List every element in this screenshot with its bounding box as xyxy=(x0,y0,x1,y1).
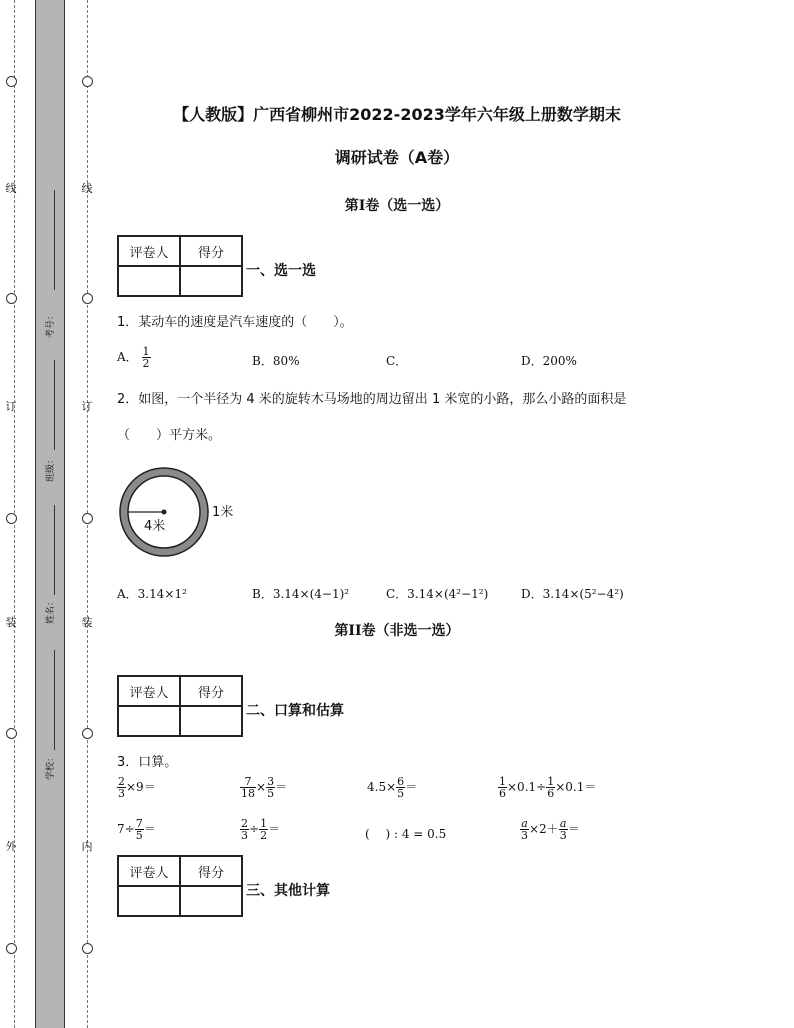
calc-item-2: $\frac{7}{18}$ × $\frac{3}{5}$ ＝ xyxy=(241,775,288,800)
score-cell xyxy=(180,886,242,916)
question-2-line2: （ ）平方米。 xyxy=(117,428,222,443)
binding-hole xyxy=(6,513,17,524)
question-1: 1．某动车的速度是汽车速度的（ ）。 xyxy=(117,315,353,330)
carousel-ring-figure xyxy=(116,466,246,562)
inner-char-ding: 订 xyxy=(81,400,93,413)
calc-item-8: $\frac{a}{3}$ ×2＋ $\frac{a}{3}$ ＝ xyxy=(521,817,580,842)
q1-option-a-label: A． xyxy=(117,350,138,364)
outer-char-wai: 外 xyxy=(5,840,17,853)
grader-header: 评卷人 xyxy=(118,236,180,266)
score-cell xyxy=(180,266,242,296)
calc-item-4: $\frac{1}{6}$ ×0.1÷ $\frac{1}{6}$ ×0.1＝ xyxy=(499,775,597,800)
calc-item-3: 4.5× $\frac{6}{5}$ ＝ xyxy=(367,775,418,800)
grader-header: 评卷人 xyxy=(118,676,180,706)
inner-char-nei: 内 xyxy=(81,840,93,853)
doc-title-line1: 【人教版】广西省柳州市2022-2023学年六年级上册数学期末 xyxy=(173,105,621,124)
binding-hole xyxy=(82,943,93,954)
grader-header: 评卷人 xyxy=(118,856,180,886)
outer-char-xian: 线 xyxy=(5,182,17,195)
grader-cell xyxy=(118,266,180,296)
q1-option-a xyxy=(117,346,151,369)
school-label: 学校： xyxy=(46,752,57,781)
volume1-heading: 第I卷（选一选） xyxy=(344,198,450,214)
score-table-3 xyxy=(117,855,243,917)
part1-title: 一、选一选 xyxy=(246,263,316,279)
calc-item-7: ( ) : 4 = 0.5 xyxy=(365,827,447,841)
exam-number-label: 考号： xyxy=(46,310,57,339)
part2-title: 二、口算和估算 xyxy=(246,703,344,719)
q2-option-d: D．3.14×(5²−4²) xyxy=(521,587,624,601)
name-line xyxy=(54,505,55,595)
doc-title-line2: 调研试卷（A卷） xyxy=(334,148,460,167)
binding-hole xyxy=(82,513,93,524)
score-header: 得分 xyxy=(180,856,242,886)
class-label: 班级： xyxy=(46,454,57,483)
calc-item-5: 7÷ $\frac{7}{5}$ ＝ xyxy=(117,817,156,842)
path-width-label: 1米 xyxy=(212,505,234,520)
q1-option-c: C． xyxy=(386,354,408,368)
question-3: 3．口算。 xyxy=(117,755,178,770)
outer-char-ding: 订 xyxy=(5,400,17,413)
school-line xyxy=(54,650,55,750)
score-header: 得分 xyxy=(180,676,242,706)
volume2-heading: 第II卷（非选一选） xyxy=(334,623,460,639)
calc-item-6: $\frac{2}{3}$ ÷ $\frac{1}{2}$ ＝ xyxy=(241,817,281,842)
q1-option-b: B．80% xyxy=(252,354,300,368)
radius-label: 4米 xyxy=(144,519,166,534)
outer-char-zhuang: 装 xyxy=(5,616,17,629)
q2-option-c: C．3.14×(4²−1²) xyxy=(386,587,489,601)
score-cell xyxy=(180,706,242,736)
name-label: 姓名： xyxy=(46,596,57,625)
inner-char-zhuang: 装 xyxy=(81,616,93,629)
binding-hole xyxy=(6,728,17,739)
score-header: 得分 xyxy=(180,236,242,266)
binding-hole xyxy=(82,728,93,739)
class-line xyxy=(54,360,55,450)
binding-hole xyxy=(82,76,93,87)
part3-title: 三、其他计算 xyxy=(246,883,330,899)
binding-hole xyxy=(6,943,17,954)
binding-hole xyxy=(6,76,17,87)
q1-option-a-fraction: $\frac{1}{2}$ xyxy=(142,345,150,370)
q2-option-b: B．3.14×(4−1)² xyxy=(252,587,350,601)
grader-cell xyxy=(118,886,180,916)
calc-item-1: $\frac{2}{3}$ ×9＝ xyxy=(118,775,156,800)
grader-cell xyxy=(118,706,180,736)
binding-hole xyxy=(82,293,93,304)
binding-hole xyxy=(6,293,17,304)
score-table xyxy=(117,235,243,297)
q1-option-d: D．200% xyxy=(521,354,577,368)
inner-char-xian: 线 xyxy=(81,182,93,195)
q2-option-a: A．3.14×1² xyxy=(117,587,187,601)
question-2-line1: 2．如图，一个半径为 4 米的旋转木马场地的周边留出 1 米宽的小路，那么小路的面积是 xyxy=(117,392,627,407)
score-table-2 xyxy=(117,675,243,737)
